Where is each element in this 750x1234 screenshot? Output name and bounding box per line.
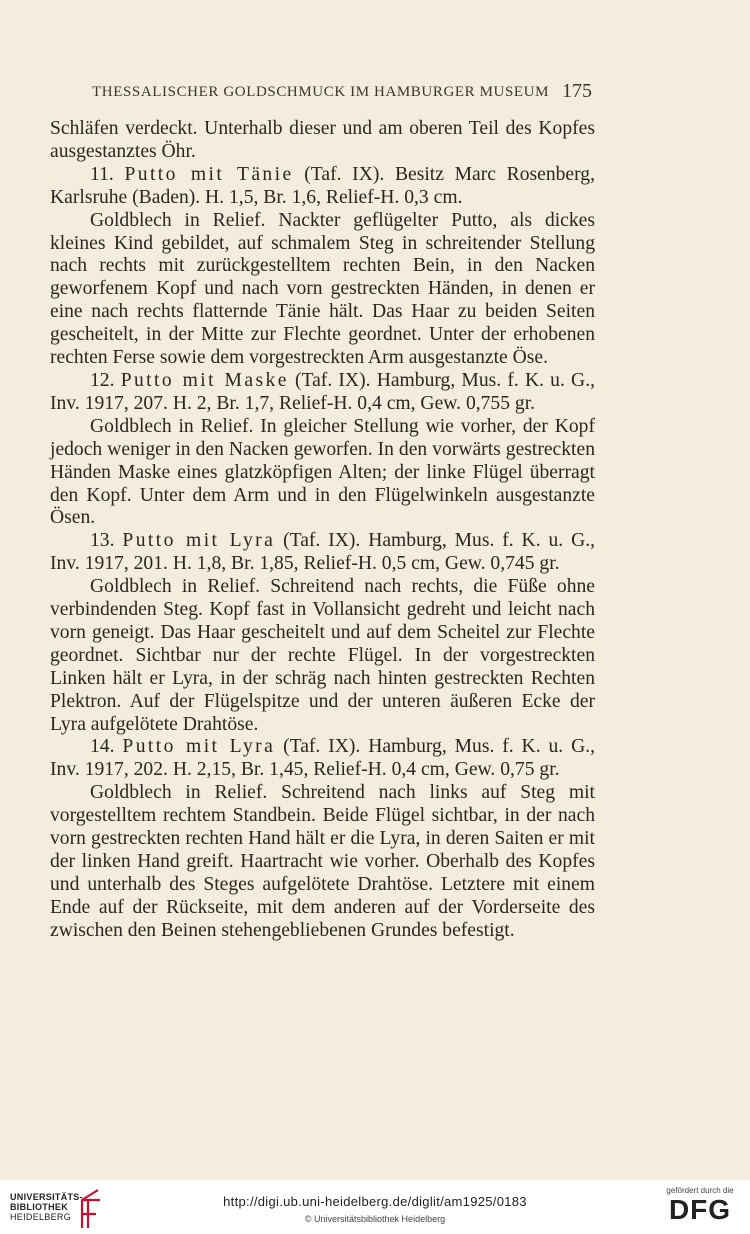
text-run: (Taf. IX). Hamburg, Mus. f. K. u. G., Inv. 1917, 202. H. 2,15, Br. 1,45, Relief-H. 0,4 cm, Gew. 0,75 gr. [50, 736, 596, 781]
text-run: 13. [90, 530, 123, 552]
paragraph [50, 370, 595, 416]
entry-title: Putto mit Maske [120, 369, 289, 391]
funding-block [664, 1186, 736, 1225]
text-run: (Taf. IX). Hamburg, Mus. f. K. u. G., Inv. 1917, 207. H. 2, Br. 1,7, Relief-H. 0,4 cm, Gew. 0,755 gr. [50, 369, 596, 414]
text-run: 11. [90, 163, 125, 185]
copyright-notice: © Universitätsbibliothek Heidelberg [304, 1214, 446, 1224]
text-run: Goldblech in Relief. In gleicher Stellung wie vorher, der Kopf jedoch weniger in den Nacken geworfen. In den vorwärts gestreckten Händen Maske eines glatzköpfigen Alten; der linke Flügel überragt den Kopf. Unter dem Arm und in den Flügelwinkeln ausgestanzte Ösen. [50, 415, 595, 529]
permalink-url[interactable]: http://digi.ub.uni-heidelberg.de/diglit/am1925/0183 [223, 1194, 527, 1209]
paragraph [50, 416, 595, 531]
text-run: (Taf. IX). Besitz Marc Rosenberg, Karlsruhe (Baden). H. 1,5, Br. 1,6, Relief-H. 0,3 cm. [50, 163, 595, 208]
body-text [50, 118, 595, 943]
text-run: Schläfen verdeckt. Unterhalb dieser und am oberen Teil des Kopfes ausgestanztes Öhr. [50, 118, 595, 162]
footer-bar [0, 1180, 750, 1234]
entry-title: Putto mit Lyra [122, 530, 276, 552]
text-run: 12. [90, 369, 121, 391]
funding-label: gefördert durch die [666, 1186, 734, 1195]
paragraph [50, 576, 595, 736]
paragraph [50, 530, 595, 576]
running-head [92, 80, 592, 102]
text-run: Goldblech in Relief. Schreitend nach rechts, die Füße ohne verbindenden Steg. Kopf fast in Vollansicht gedreht und leicht nach vorn geneigt. Das Haar gescheitelt und auf dem Scheitel zur Flechte geordnet. Sichtbar nur der rechte Flügel. In der vorgestreckten Linken hält er Lyra, in der schräg nach hinten gestreckten Rechten Plektron. Auf der Flügelspitze und der unteren äußeren Ecke der Lyra aufgelötete Drahtöse. [50, 576, 595, 735]
text-run: Goldblech in Relief. Schreitend nach links auf Steg mit vorgestelltem rechtem Standbein. Beide Flügel sichtbar, in der nach vorn gestreckten rechten Hand hält er die Lyra, in deren Saiten er mit der linken Hand greift. Haartracht wie vorher. Oberhalb des Kopfes und unterhalb des Steges aufgelötete Drahtöse. Letztere mit einem Ende auf der Rückseite, mit dem anderen auf der Vorderseite des zwischen den Beinen stehengebliebenen Grundes befestigt. [50, 782, 595, 941]
paragraph [50, 164, 595, 210]
entry-title: Putto mit Lyra [122, 736, 276, 758]
paragraph [50, 736, 595, 782]
library-line: UNIVERSITÄTS- [10, 1192, 83, 1202]
paragraph [50, 118, 595, 164]
library-line: BIBLIOTHEK [10, 1202, 68, 1212]
running-title: THESSALISCHER GOLDSCHMUCK IM HAMBURGER MUSEUM [92, 84, 550, 100]
text-run: Goldblech in Relief. Nackter geflügelter Putto, als dickes kleines Kind gebildet, auf schmalem Steg in schreitender Stellung nach rechts mit zurückgestelltem rechten Bein, in den Nacken geworfenem Kopf und nach vorn gestreckten Händen, in denen er eine nach rechts flatternde Tänie hält. Das Haar zu beiden Seiten gescheitelt, in der Mitte zur Flechte geordnet. Unter der erhobenen rechten Ferse sowie dem vorgestreckten Arm ausgestanzte Öse. [50, 209, 595, 369]
text-run: (Taf. IX). Hamburg, Mus. f. K. u. G., Inv. 1917, 201. H. 1,8, Br. 1,85, Relief-H. 0,5 cm, Gew. 0,745 gr. [50, 530, 596, 575]
library-line: HEIDELBERG [10, 1212, 72, 1222]
paragraph [50, 782, 595, 942]
entry-title: Putto mit Tänie [124, 163, 294, 185]
text-run: 14. [90, 736, 123, 758]
paragraph [50, 210, 595, 370]
dfg-logo: DFG [668, 1194, 732, 1225]
page-number: 175 [562, 80, 592, 102]
